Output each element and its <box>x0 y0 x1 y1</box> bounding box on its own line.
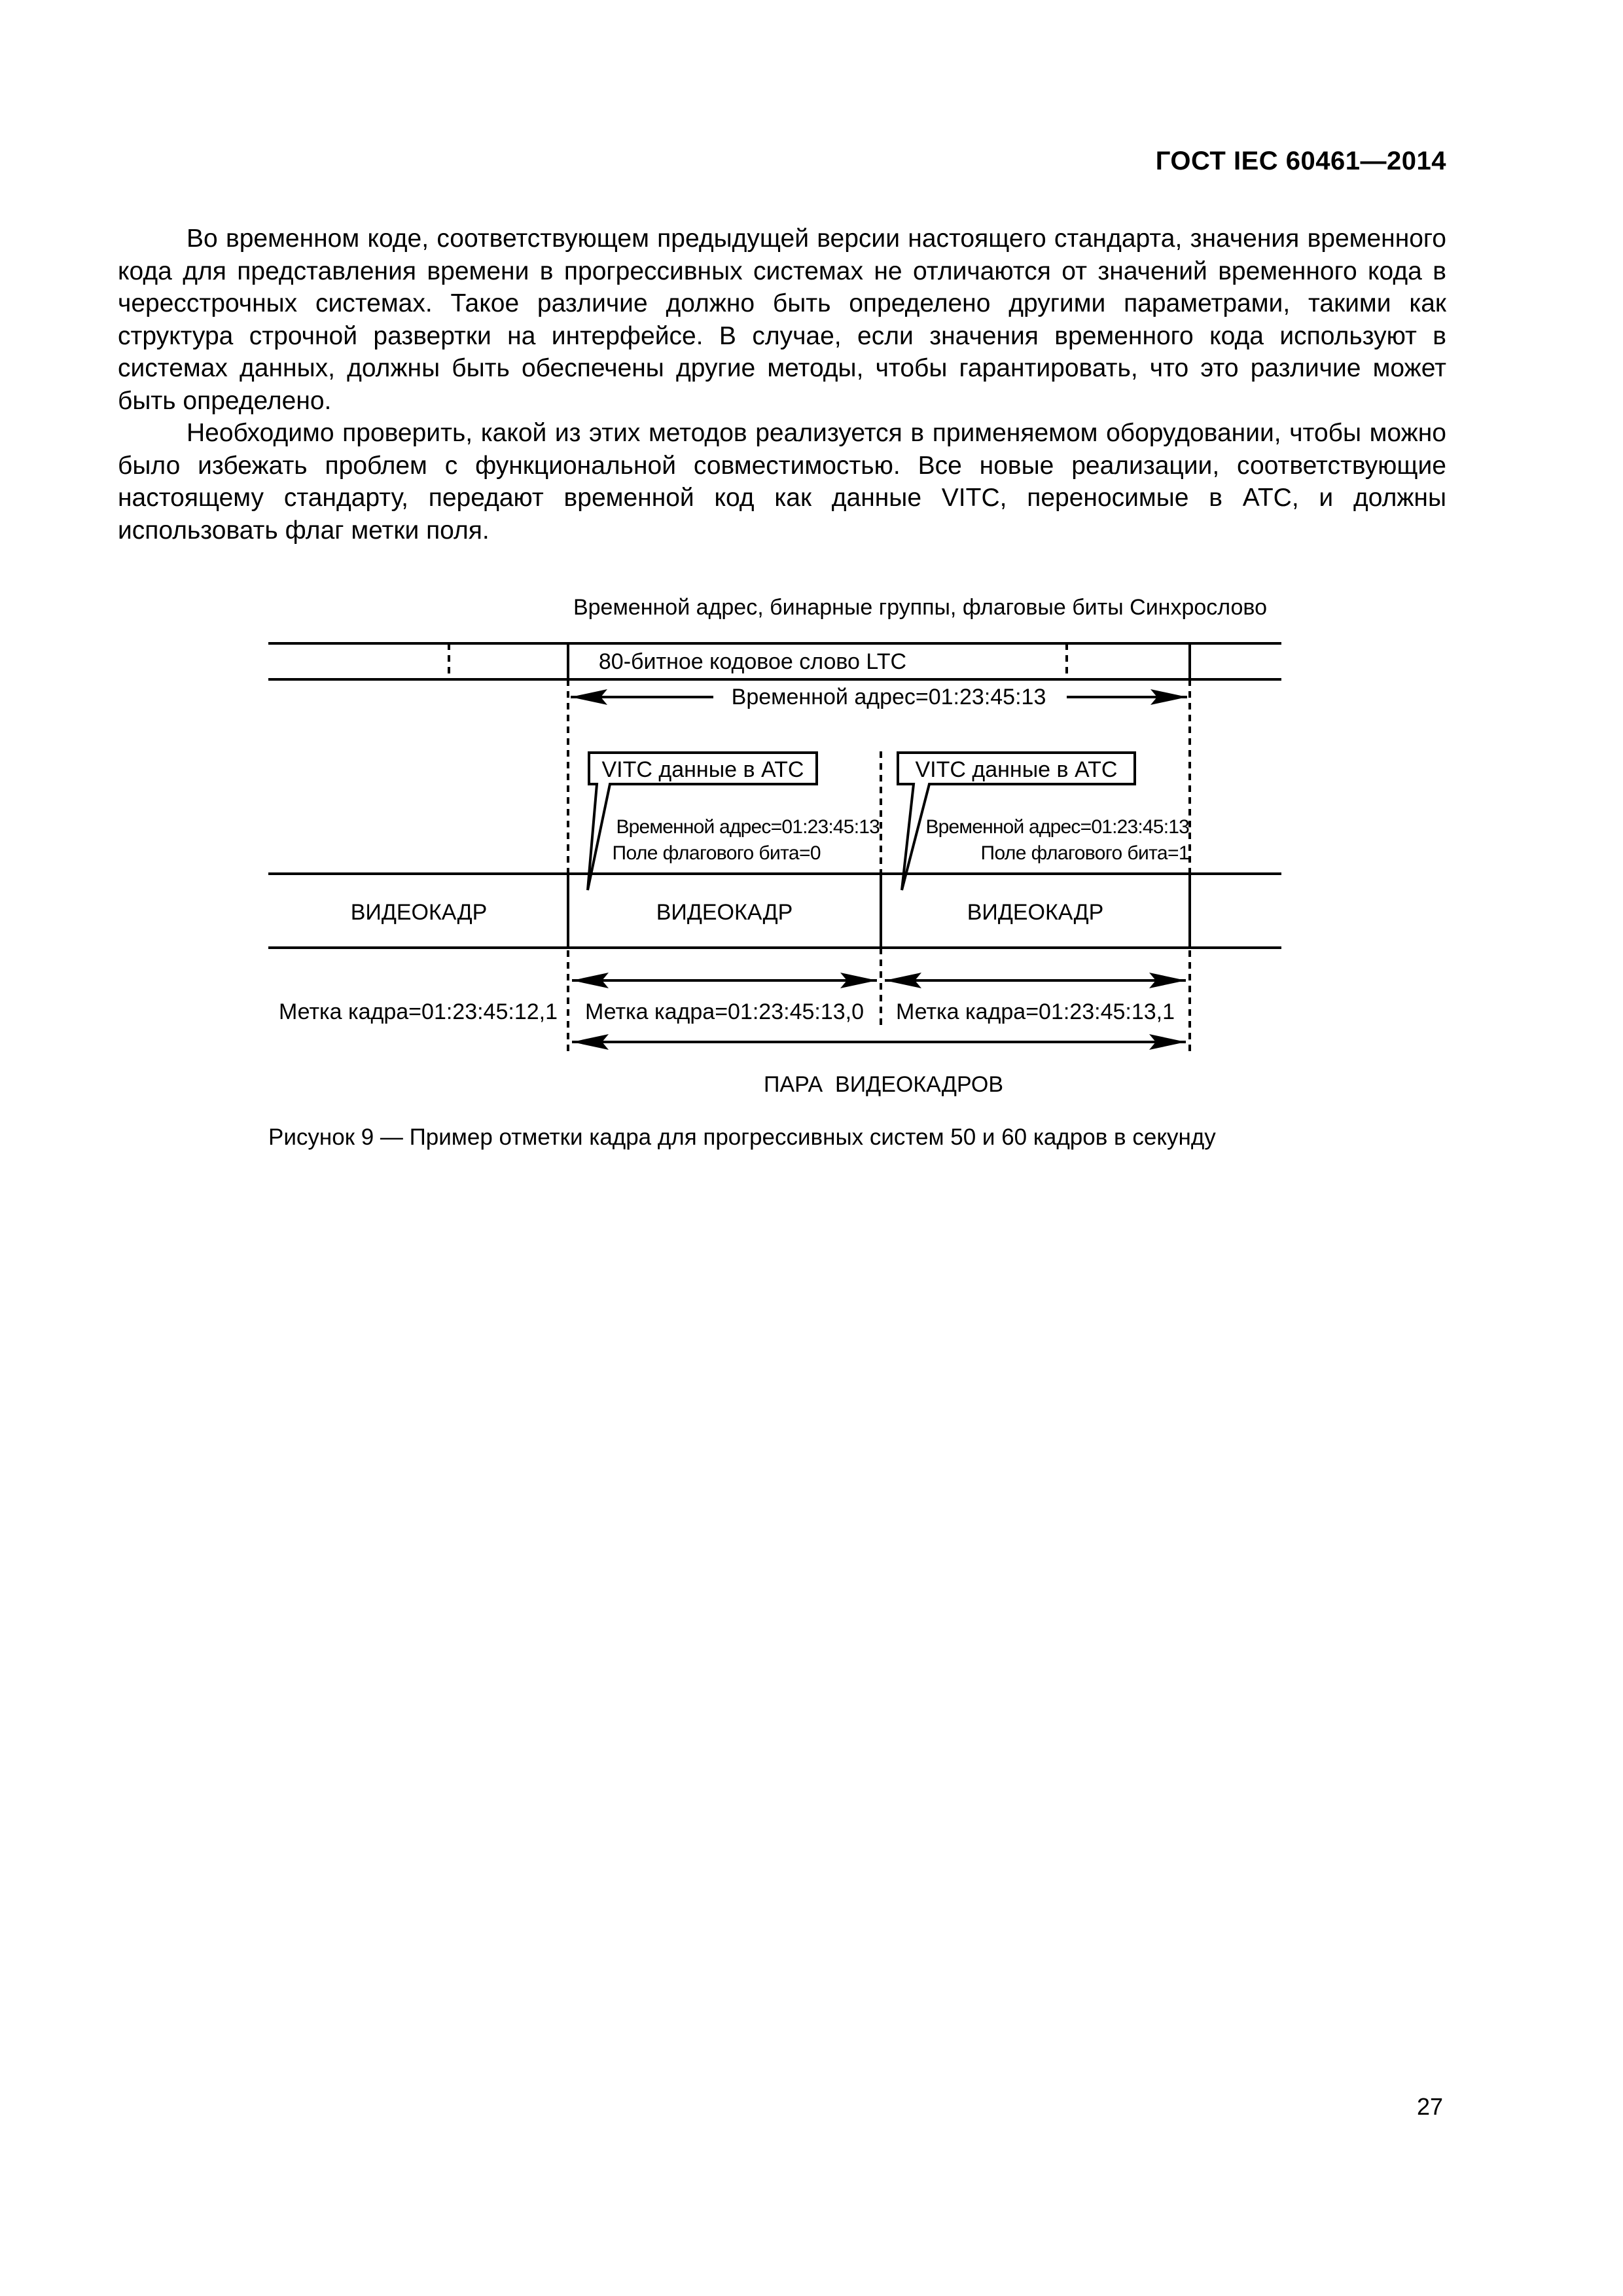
vitc-box-2-label: VITC данные в ATC <box>915 757 1118 782</box>
paragraph-2: Необходимо проверить, какой из этих методов реализуется в применяемом оборудовании, чтобы можно было избежать проблем с функциональной совместимостью. Все новые реализации, соответствующие настоящему стандарту, передают временной код как данные VITC, переносимые в ATC, и должны использовать флаг метки поля. <box>118 419 1446 545</box>
vitc-2-time-address: Временной адрес=01:23:45:13 <box>925 816 1189 838</box>
page-header-standard-id: ГОСТ IEC 60461—2014 <box>1155 147 1446 175</box>
figure-top-label: Временной адрес, бинарные группы, флаговые биты Синхрослово <box>573 595 1267 620</box>
video-frame-3: ВИДЕОКАДР <box>967 900 1104 925</box>
frame-mark-1: Метка кадра=01:23:45:12,1 <box>278 999 558 1024</box>
paragraph-1: Во временном коде, соответствующем предыдущей версии настоящего стандарта, значения временного кода для представления времени в прогрессивных системах не отличаются от значений временного кода в чересстрочных системах. Такое различие должно быть определено другими параметрами, такими как структура строчной развертки на интерфейсе. В случае, если значения временного кода используют в системах данных, должны быть обеспечены другие методы, чтобы гарантировать, что это различие может быть определено. <box>118 224 1446 415</box>
figure-caption: Рисунок 9 — Пример отметки кадра для прогрессивных систем 50 и 60 кадров в секунду <box>268 1124 1216 1150</box>
video-frame-pair-label: ПАРА ВИДЕОКАДРОВ <box>763 1072 1004 1097</box>
vitc-box-1-label: VITC данные в ATC <box>601 757 804 782</box>
frame-mark-2: Метка кадра=01:23:45:13,0 <box>584 999 865 1024</box>
vitc-1-flag-field: Поле флагового бита=0 <box>612 842 821 864</box>
time-address-span-label: Временной адрес=01:23:45:13 <box>731 685 1046 709</box>
ltc-label: 80-битное кодовое слово LTC <box>598 649 907 674</box>
video-frame-2: ВИДЕОКАДР <box>656 900 793 925</box>
vitc-2-flag-field: Поле флагового бита=1 <box>980 842 1189 864</box>
video-frame-1: ВИДЕОКАДР <box>350 900 488 925</box>
vitc-1-time-address: Временной адрес=01:23:45:13 <box>616 816 880 838</box>
page-number: 27 <box>1416 2093 1443 2120</box>
frame-mark-3: Метка кадра=01:23:45:13,1 <box>895 999 1175 1024</box>
